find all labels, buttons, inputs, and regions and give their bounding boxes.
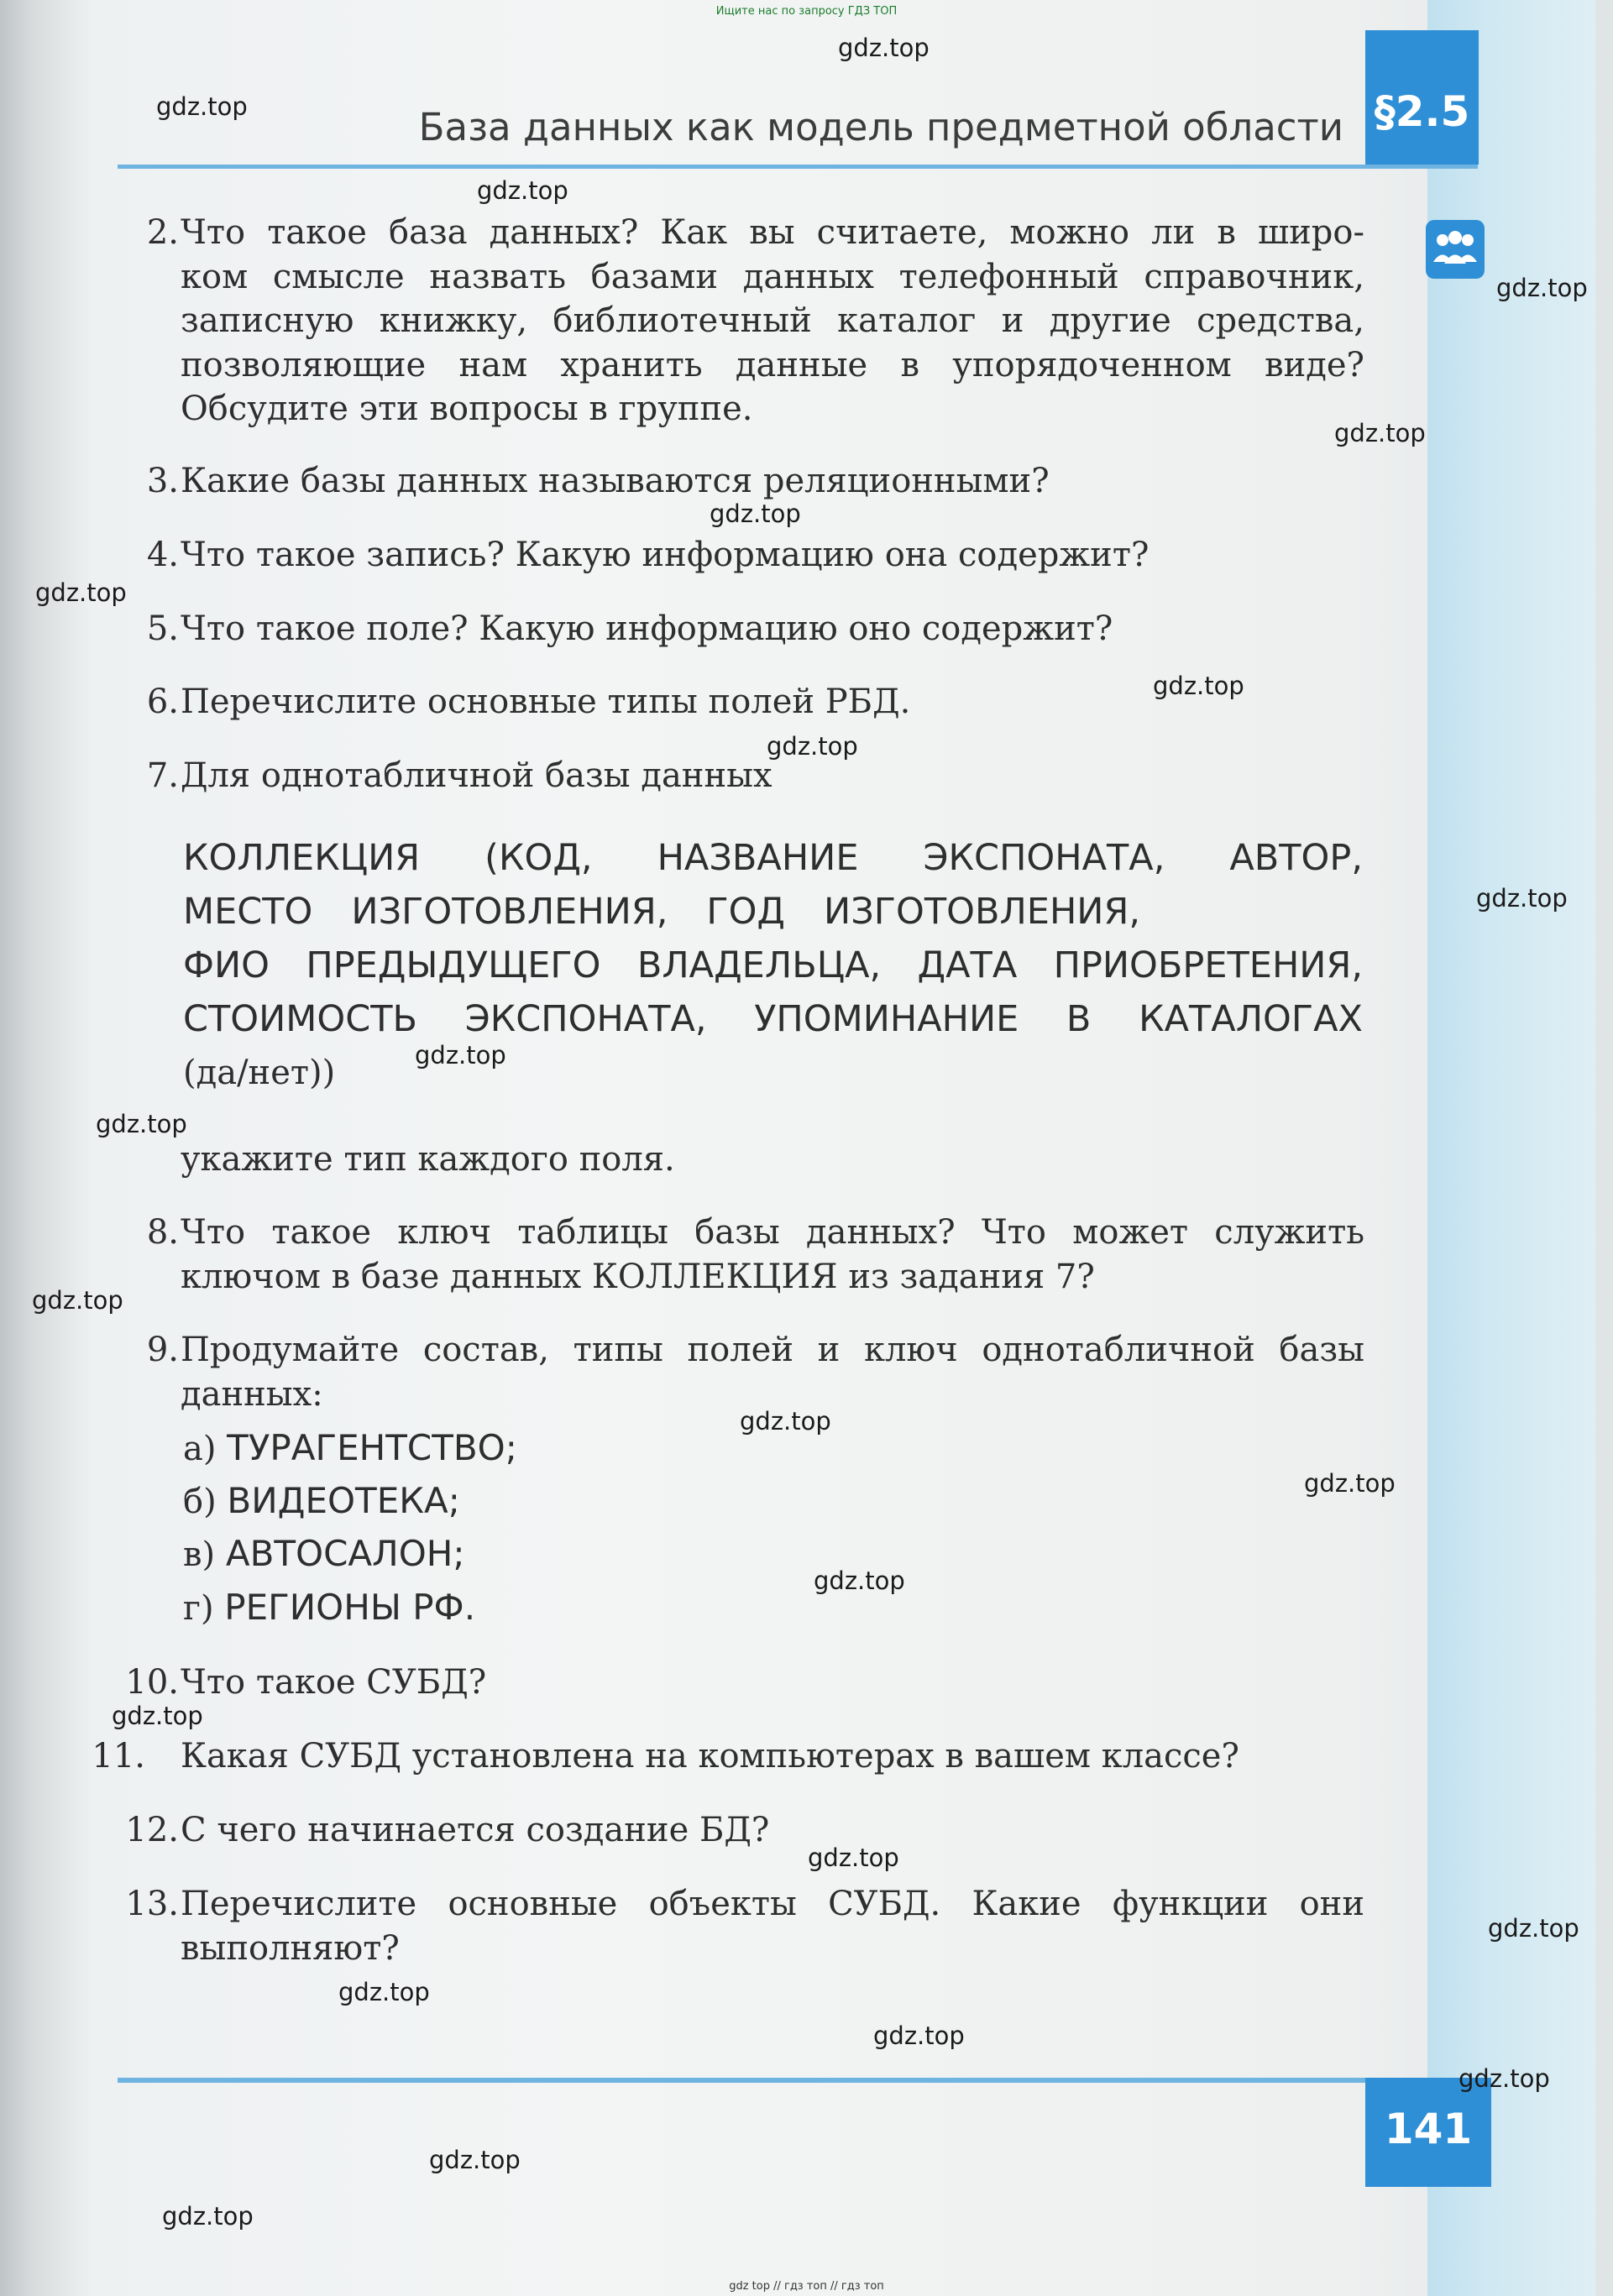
- watermark: gdz.top: [32, 1286, 123, 1315]
- question-8: [146, 1211, 1364, 1299]
- page-edge-band: [1427, 0, 1595, 2296]
- watermark: gdz.top: [814, 1566, 905, 1595]
- subitem-label: а): [183, 1430, 217, 1468]
- question-text-line: данных:: [181, 1374, 323, 1414]
- watermark: gdz.top: [429, 2146, 521, 2174]
- group-work-icon: [1426, 220, 1485, 279]
- question-text-line: ключом в базе данных КОЛЛЕКЦИЯ из задания 7?: [181, 1257, 1095, 1296]
- question-7-tail: [181, 1138, 1364, 1182]
- watermark: gdz.top: [1459, 2064, 1550, 2093]
- question-number: 7.: [146, 756, 179, 795]
- question-4: [146, 533, 1364, 578]
- subitem-text: ТУРАГЕНТСТВО;: [227, 1427, 517, 1468]
- subitem-c: [183, 1533, 465, 1574]
- question-number: 11.: [92, 1737, 145, 1776]
- header-divider: [118, 165, 1478, 169]
- watermark: gdz.top: [767, 732, 858, 761]
- question-9: [146, 1328, 1364, 1416]
- schema-line: ФИО ПРЕДЫДУЩЕГО ВЛАДЕЛЬЦА, ДАТА ПРИОБРЕТЕНИЯ,: [183, 944, 1363, 986]
- watermark: gdz.top: [808, 1844, 899, 1872]
- subitem-label: в): [183, 1535, 216, 1574]
- question-text-line: Для однотабличной базы данных: [181, 756, 772, 795]
- question-text-line: Что такое поле? Какую информацию оно содержит?: [181, 609, 1113, 648]
- question-text-line: записную книжку, библиотечный каталог и другие средства,: [181, 301, 1364, 340]
- watermark: gdz.top: [338, 1978, 430, 2006]
- page-header-title: База данных как модель предметной области: [418, 105, 1343, 149]
- bottom-notice: gdz top // гдз топ // гдз топ: [729, 2280, 884, 2293]
- subitem-label: б): [183, 1483, 217, 1521]
- question-number: 12.: [125, 1811, 179, 1849]
- subitem-a: [183, 1427, 517, 1468]
- question-number: 9.: [146, 1331, 179, 1369]
- question-text-line: Перечислите основные объекты СУБД. Какие функции они: [181, 1885, 1364, 1923]
- question-text-line: Какие базы данных называются реляционными?: [181, 462, 1050, 500]
- watermark: gdz.top: [156, 92, 248, 121]
- question-number: 13.: [125, 1885, 179, 1923]
- question-text-line: Что такое база данных? Как вы считаете, можно ли в широ-: [181, 213, 1364, 252]
- question-text-line: Что такое ключ таблицы базы данных? Что может служить: [181, 1213, 1364, 1252]
- question-text-line: Продумайте состав, типы полей и ключ однотабличной базы: [181, 1331, 1364, 1369]
- question-number: 3.: [146, 462, 179, 500]
- question-5: [146, 607, 1364, 651]
- question-12: [125, 1808, 1364, 1853]
- collection-schema: [183, 831, 1363, 1100]
- question-text-line: укажите тип каждого поля.: [181, 1140, 675, 1179]
- watermark: gdz.top: [873, 2021, 965, 2050]
- question-number: 8.: [146, 1213, 179, 1252]
- subitem-b: [183, 1480, 460, 1521]
- watermark: gdz.top: [415, 1041, 506, 1070]
- question-number: 2.: [146, 213, 179, 252]
- schema-line: СТОИМОСТЬ ЭКСПОНАТА, УПОМИНАНИЕ В КАТАЛОГАХ: [183, 998, 1363, 1040]
- question-number: 4.: [146, 536, 179, 574]
- subitem-text: РЕГИОНЫ РФ.: [224, 1587, 476, 1628]
- question-text-line: позволяющие нам хранить данные в упорядоченном виде?: [181, 345, 1364, 384]
- question-text-line: Что такое запись? Какую информацию она содержит?: [181, 536, 1150, 574]
- watermark: gdz.top: [1304, 1469, 1396, 1498]
- subitem-d: [183, 1587, 475, 1628]
- footer-divider: [118, 2078, 1394, 2083]
- question-text-line: выполняют?: [181, 1928, 400, 1968]
- watermark: gdz.top: [1476, 884, 1568, 913]
- subitem-text: АВТОСАЛОН;: [225, 1533, 465, 1574]
- watermark: gdz.top: [112, 1702, 203, 1730]
- question-text-line: С чего начинается создание БД?: [181, 1811, 770, 1849]
- question-number: 6.: [146, 683, 179, 721]
- question-number: 10.: [125, 1663, 179, 1702]
- schema-line: КОЛЛЕКЦИЯ (КОД, НАЗВАНИЕ ЭКСПОНАТА, АВТОР,: [183, 837, 1363, 879]
- question-3: [146, 459, 1364, 504]
- schema-line: (да/нет)): [183, 1054, 336, 1092]
- question-text-line: Перечислите основные типы полей РБД.: [181, 683, 911, 721]
- watermark: gdz.top: [35, 578, 127, 607]
- section-tab: §2.5: [1365, 30, 1479, 165]
- watermark: gdz.top: [1334, 419, 1426, 447]
- schema-line: МЕСТО ИЗГОТОВЛЕНИЯ, ГОД ИЗГОТОВЛЕНИЯ,: [183, 891, 1140, 933]
- question-text-line: Что такое СУБД?: [181, 1663, 487, 1702]
- watermark: gdz.top: [1488, 1914, 1579, 1943]
- watermark: gdz.top: [710, 499, 801, 528]
- question-text-line: ком смысле назвать базами данных телефонный справочник,: [181, 257, 1364, 296]
- question-11: [92, 1734, 1331, 1779]
- watermark: gdz.top: [162, 2202, 254, 2231]
- page-number: 141: [1365, 2078, 1491, 2187]
- question-2: [146, 211, 1364, 431]
- question-13: [125, 1882, 1364, 1970]
- question-number: 5.: [146, 609, 179, 648]
- subitem-label: г): [183, 1589, 214, 1628]
- watermark: gdz.top: [740, 1407, 831, 1436]
- subitem-text: ВИДЕОТЕКА;: [227, 1480, 460, 1521]
- question-text-line: Какая СУБД установлена на компьютерах в вашем классе?: [181, 1737, 1239, 1776]
- watermark: gdz.top: [1153, 672, 1244, 700]
- question-text-line: Обсудите эти вопросы в группе.: [181, 390, 753, 428]
- watermark: gdz.top: [477, 176, 568, 205]
- watermark: gdz.top: [96, 1110, 187, 1138]
- top-notice: Ищите нас по запросу ГДЗ ТОП: [715, 5, 898, 18]
- watermark: gdz.top: [838, 34, 930, 62]
- watermark: gdz.top: [1496, 274, 1588, 302]
- question-10: [125, 1661, 1364, 1705]
